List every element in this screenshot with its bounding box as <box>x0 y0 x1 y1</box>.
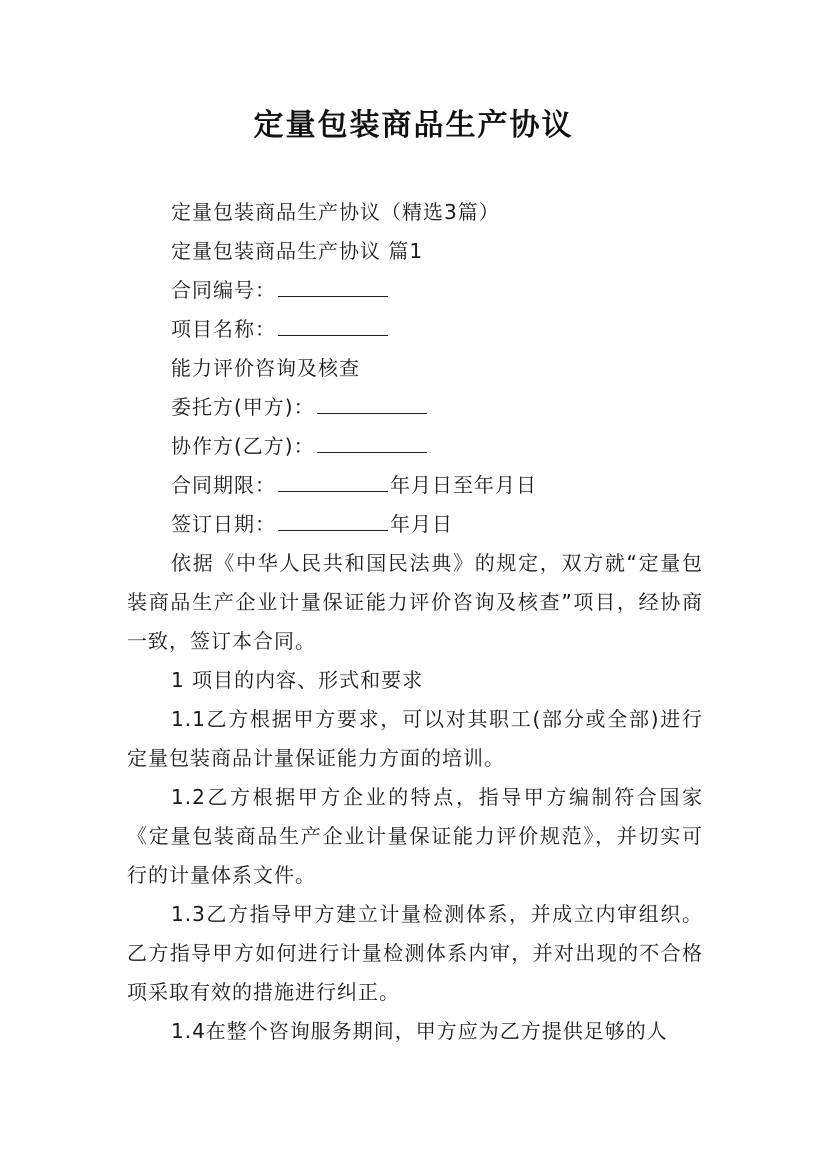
document-body <box>127 193 703 1051</box>
project-name-line <box>127 310 703 349</box>
party-a-blank <box>317 393 427 414</box>
clause-1-3: 1.3乙方指导甲方建立计量检测体系，并成立内审组织。乙方指导甲方如何进行计量检测体系内审，并对出现的不合格项采取有效的措施进行纠正。 <box>127 902 703 1004</box>
subtitle-line: 定量包装商品生产协议（精选3篇） <box>171 200 500 224</box>
contract-term-line <box>127 466 703 505</box>
contract-term-suffix: 年月日至年月日 <box>390 473 537 497</box>
clause-1-4: 1.4在整个咨询服务期间，甲方应为乙方提供足够的人 <box>171 1019 668 1043</box>
sign-date-line <box>127 505 703 544</box>
party-a-label: 委托方(甲方)： <box>171 395 315 419</box>
party-a-line <box>127 388 703 427</box>
document-title: 定量包装商品生产协议 <box>253 108 574 143</box>
sign-date-suffix: 年月日 <box>390 512 453 536</box>
intro-paragraph: 依据《中华人民共和国民法典》的规定，双方就“定量包装商品生产企业计量保证能力评价咨询及核查”项目，经协商一致，签订本合同。 <box>127 551 703 653</box>
contract-number-line <box>127 271 703 310</box>
party-b-blank <box>317 432 427 453</box>
sign-date-label: 签订日期： <box>171 512 276 536</box>
party-b-label: 协作方(乙方)： <box>171 434 315 458</box>
project-description: 能力评价咨询及核查 <box>171 356 360 380</box>
project-name-label: 项目名称： <box>171 317 276 341</box>
project-name-blank <box>278 315 388 336</box>
contract-term-label: 合同期限： <box>171 473 276 497</box>
section-heading: 定量包装商品生产协议 篇1 <box>171 239 424 263</box>
contract-number-blank <box>278 276 388 297</box>
heading-1: 1 项目的内容、形式和要求 <box>171 668 424 692</box>
contract-term-blank <box>278 471 388 492</box>
clause-1-2: 1.2乙方根据甲方企业的特点，指导甲方编制符合国家《定量包装商品生产企业计量保证能力评价规范》，并切实可行的计量体系文件。 <box>127 785 703 887</box>
clause-1-1: 1.1乙方根据甲方要求，可以对其职工(部分或全部)进行定量包装商品计量保证能力方面的培训。 <box>127 707 703 770</box>
party-b-line <box>127 427 703 466</box>
sign-date-blank <box>278 510 388 531</box>
contract-number-label: 合同编号： <box>171 278 276 302</box>
